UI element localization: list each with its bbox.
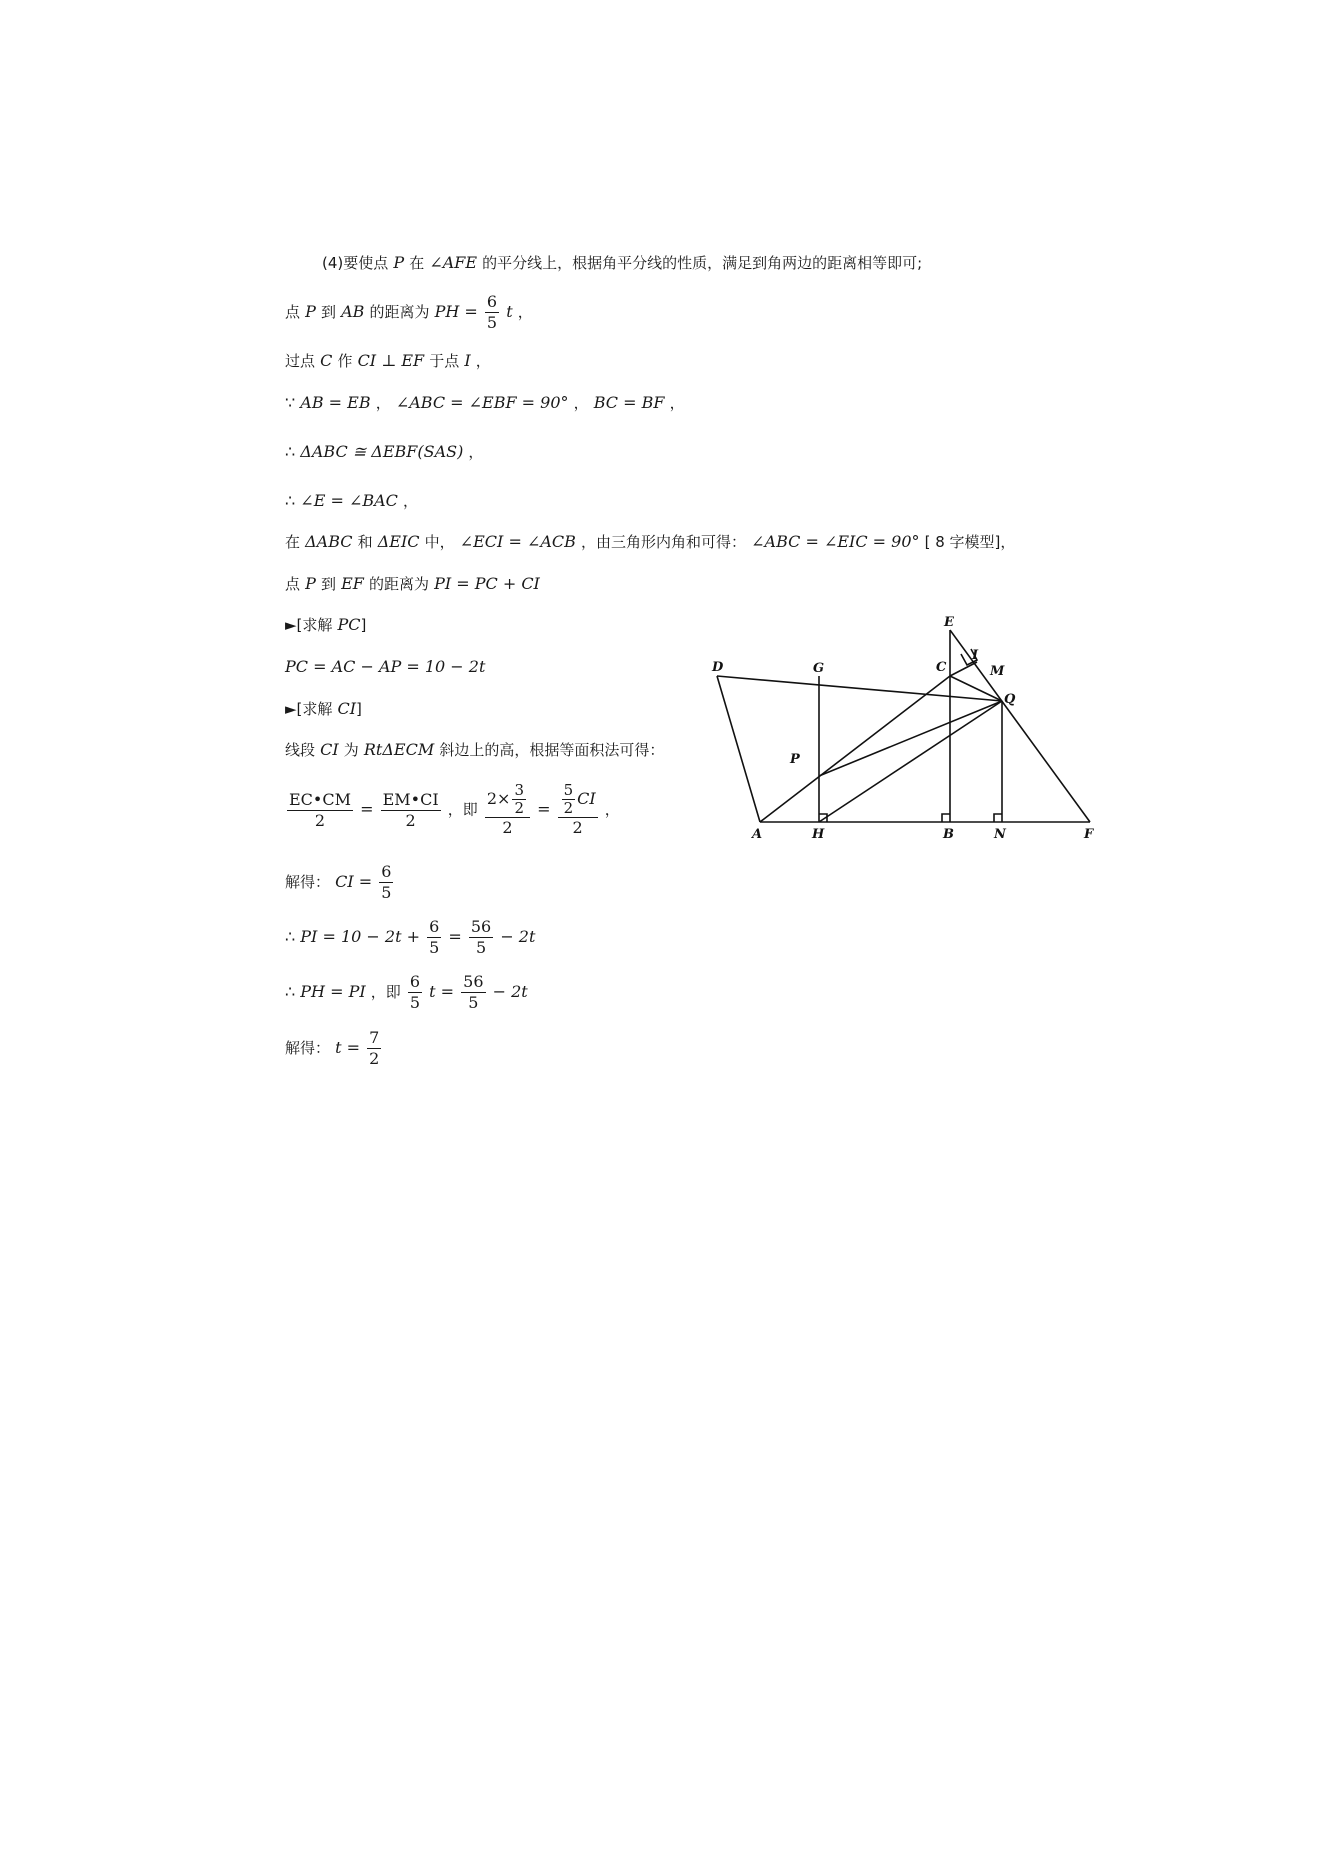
therefore-symbol: ∴ bbox=[285, 982, 296, 1001]
fraction: $\frac{EM•CI}{2}$ bbox=[382, 789, 439, 830]
math-expr: ∠ABC = ∠EBF = 90° bbox=[395, 393, 569, 412]
label-c: C bbox=[936, 660, 947, 675]
label-f: F bbox=[1084, 827, 1094, 842]
math-expr: − 2t bbox=[500, 927, 536, 946]
text: ， bbox=[517, 303, 533, 321]
math-expr: ∠ECI = ∠ACB bbox=[459, 532, 576, 551]
label-n: N bbox=[994, 827, 1006, 842]
math-expr: PI = PC + CI bbox=[434, 574, 540, 593]
fraction: $\frac{6}{5}$ bbox=[486, 292, 498, 332]
fraction: $\frac{6}{5}$ bbox=[429, 917, 440, 957]
math-var: P bbox=[305, 574, 316, 593]
text: 在 bbox=[409, 254, 425, 272]
math-var: AB bbox=[341, 302, 365, 321]
text: 到 bbox=[320, 303, 336, 321]
math-expr: BC = BF bbox=[593, 393, 665, 412]
math-expr: − 2t bbox=[492, 982, 528, 1001]
therefore-symbol: ∴ bbox=[285, 491, 296, 510]
math-expr: PH = bbox=[434, 302, 478, 321]
math-var: C bbox=[320, 351, 333, 370]
text: 的距离为 bbox=[369, 303, 430, 321]
text: 在 bbox=[285, 533, 301, 551]
text: ►[求解 bbox=[285, 616, 333, 634]
equals-sign: = bbox=[448, 927, 462, 946]
text: ， bbox=[604, 800, 620, 819]
segment-ac bbox=[760, 676, 950, 822]
label-h: H bbox=[812, 827, 825, 842]
math-expr: (SAS) bbox=[417, 442, 464, 461]
math-var: CI bbox=[320, 740, 339, 759]
because-symbol: ∵ bbox=[285, 393, 296, 412]
math-expr: ∠AFE bbox=[429, 253, 478, 272]
fraction: $\frac{56}{5}$ bbox=[463, 972, 484, 1012]
text: 的平分线上，根据角平分线的性质，满足到角两边的距离相等即可; bbox=[482, 254, 923, 272]
label-d: D bbox=[712, 660, 724, 675]
fraction: $\frac{EC•CM}{2}$ bbox=[289, 789, 351, 830]
label-a: A bbox=[752, 827, 763, 842]
math-expr: CI ⊥ EF bbox=[357, 351, 425, 370]
text: ，由三角形内角和可得： bbox=[581, 533, 747, 551]
text: 中， bbox=[424, 533, 455, 551]
math-expr: ΔABC ≅ ΔEBF bbox=[300, 442, 418, 461]
equals-sign: = bbox=[537, 799, 551, 819]
segment-da bbox=[717, 676, 760, 822]
fraction: $\frac{56}{5}$ bbox=[470, 917, 492, 957]
text: ， bbox=[573, 394, 589, 412]
math-expr: ΔEIC bbox=[377, 532, 420, 551]
segment-ef bbox=[950, 630, 1090, 822]
math-expr: RtΔECM bbox=[363, 740, 435, 759]
math-expr: ΔABC bbox=[305, 532, 353, 551]
text: ， bbox=[669, 394, 685, 412]
fraction: $\frac{6}{5}$ bbox=[409, 972, 421, 1012]
text: 到 bbox=[320, 575, 336, 593]
text: (4)要使点 bbox=[322, 254, 389, 272]
text: ， bbox=[403, 492, 419, 510]
text: ►[求解 bbox=[285, 700, 333, 718]
label-m: M bbox=[990, 664, 1005, 679]
text: 作 bbox=[337, 352, 353, 370]
math-var: P bbox=[305, 302, 316, 321]
text: 斜边上的高，根据等面积法可得： bbox=[439, 741, 665, 759]
fraction: $\frac{6}{5}$ bbox=[381, 862, 392, 902]
text: 于点 bbox=[429, 352, 460, 370]
math-expr: AB = EB bbox=[300, 393, 371, 412]
text: 为 bbox=[343, 741, 359, 759]
fraction: $\frac{7}{2}$ bbox=[369, 1028, 380, 1068]
math-expr: t = bbox=[429, 982, 455, 1001]
right-angle-mark-n bbox=[994, 814, 1002, 822]
label-i: I bbox=[972, 648, 979, 663]
label-q: Q bbox=[1004, 692, 1016, 707]
math-expr: ∠ABC = ∠EIC = 90° bbox=[751, 532, 920, 551]
text: 解得： bbox=[285, 1039, 331, 1057]
math-expr: CI = bbox=[335, 872, 373, 891]
therefore-symbol: ∴ bbox=[285, 927, 296, 946]
label-e: E bbox=[944, 615, 954, 630]
math-expr: PI = 10 − 2t + bbox=[300, 927, 420, 946]
text: ，即 bbox=[370, 983, 401, 1001]
compound-fraction: $\frac{5}{2}$ CI 2 bbox=[558, 782, 598, 838]
text: [ 8 字模型]， bbox=[924, 533, 1016, 551]
math-var: EF bbox=[341, 574, 364, 593]
equals-sign: = bbox=[360, 799, 374, 819]
text: 解得： bbox=[285, 873, 331, 891]
text: 的距离为 bbox=[368, 575, 429, 593]
math-var: t bbox=[506, 302, 513, 321]
label-g: G bbox=[813, 661, 825, 676]
text: ， bbox=[468, 443, 484, 461]
text: ， bbox=[475, 352, 491, 370]
label-b: B bbox=[943, 827, 954, 842]
math-expr: t = bbox=[335, 1038, 361, 1057]
therefore-symbol: ∴ bbox=[285, 442, 296, 461]
math-expr: PH = PI bbox=[300, 982, 366, 1001]
text: 过点 bbox=[285, 352, 316, 370]
math-var: PC bbox=[337, 615, 361, 634]
math-var: CI bbox=[337, 699, 357, 718]
text: 点 bbox=[285, 575, 301, 593]
text: ，即 bbox=[447, 800, 478, 819]
text: ] bbox=[360, 616, 367, 634]
right-angle-mark-b bbox=[942, 814, 950, 822]
math-expr: PC = AC − AP = 10 − 2t bbox=[285, 657, 486, 676]
math-var: I bbox=[464, 351, 471, 370]
segment-pq bbox=[819, 701, 1002, 776]
text: 和 bbox=[357, 533, 373, 551]
segment-hq bbox=[819, 701, 1002, 822]
math-var: P bbox=[393, 253, 405, 272]
text: ， bbox=[375, 394, 391, 412]
text: 线段 bbox=[285, 741, 316, 759]
segment-ci bbox=[950, 662, 977, 676]
text: 点 bbox=[285, 303, 301, 321]
compound-fraction: 2× $\frac{3}{2}$ 2 bbox=[485, 782, 530, 838]
label-p: P bbox=[790, 752, 800, 767]
text: ] bbox=[356, 700, 362, 718]
math-expr: ∠E = ∠BAC bbox=[300, 491, 398, 510]
